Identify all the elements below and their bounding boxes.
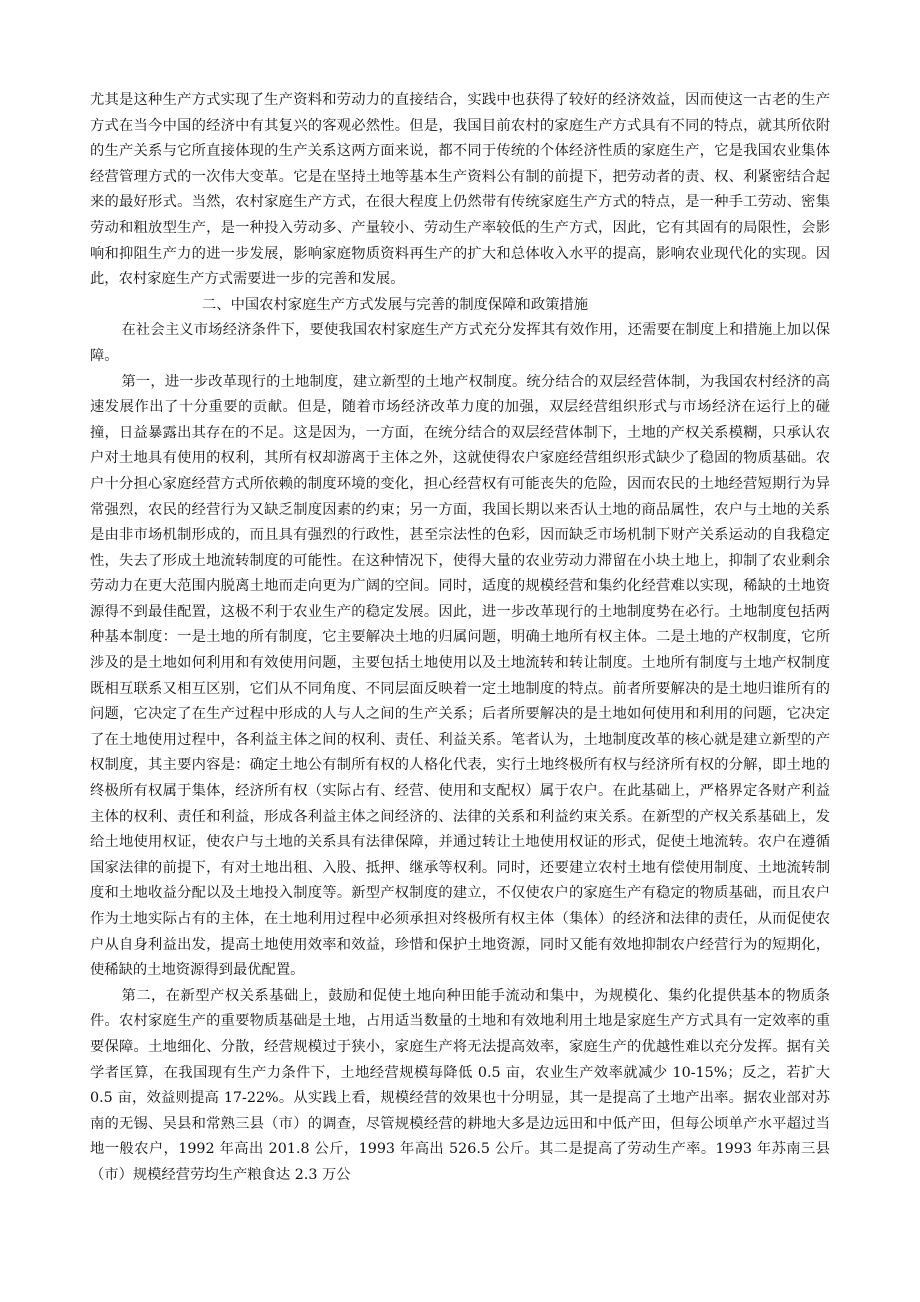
paragraph-section-intro: 在社会主义市场经济条件下，要使我国农村家庭生产方式充分发挥其有效作用，还需要在制度上和措施上加以保障。 — [90, 322, 830, 364]
paragraph-second-measure: 第二，在新型产权关系基础上，鼓励和促使土地向种田能手流动和集中，为规模化、集约化提供基本的物质条件。农村家庭生产的重要物质基础是土地，占用适当数量的土地和有效地利用土地是家庭生产方式具有一定效率的重要保障。土地细化、分散，经营规模过于狭小，家庭生产将无法提高效率，家庭生产的优越性难以充分发挥。据有关学者匡算，在我国现有生产力条件下，土地经营规模每降低 0.5 亩，农业生产效率就减少 10-15%；反之，若扩大 0.5 亩，效益则提高 17-22%。从实践上看，规模经营的效果也十分明显，其一是提高了土地产出率。据农业部对苏南的无锡、吴县和常熟三县（市）的调查，尽管规模经营的耕地大多是边远田和中低产田，但每公顷单产水平超过当地一般农户，1992 年高出 201.8 公斤，1993 年高出 526.5 公斤。其二是提高了劳动生产率。1993 年苏南三县（市）规模经营劳均生产粮食达 2.3 万公 — [90, 987, 830, 1183]
section-heading: 二、中国农村家庭生产方式发展与完善的制度保障和政策措施 — [202, 296, 589, 313]
paragraph-intro: 尤其是这种生产方式实现了生产资料和劳动力的直接结合，实践中也获得了较好的经济效益，因而使这一古老的生产方式在当今中国的经济中有其复兴的客观必然性。但是，我国目前农村的家庭生产方式具有不同的特点，就其所依附的生产关系与它所直接体现的生产关系这两方面来说，都不同于传统的个体经济性质的家庭生产，它是我国农业集体经营管理方式的一次伟大变革。它是在坚持土地等基本生产资料公有制的前提下，把劳动者的责、权、利紧密结合起来的最好形式。当然，农村家庭生产方式，在很大程度上仍然带有传统家庭生产方式的特点，是一种手工劳动、密集劳动和粗放型生产，是一种投入劳动多、产量较小、劳动生产率较低的生产方式，因此，它有其固有的局限性，会影响和抑阻生产力的进一步发展，影响家庭物质资料再生产的扩大和总体收入水平的提高，影响农业现代化的实现。因此，农村家庭生产方式需要进一步的完善和发展。 — [90, 92, 830, 288]
document-page — [90, 88, 830, 1189]
paragraph-first-measure: 第一，进一步改革现行的土地制度，建立新型的土地产权制度。统分结合的双层经营体制，为我国农村经济的高速发展作出了十分重要的贡献。但是，随着市场经济改革力度的加强，双层经营组织形式与市场经济在运行上的碰撞，日益暴露出其存在的不足。这是因为，一方面，在统分结合的双层经营体制下，土地的产权关系模糊，只承认农户对土地具有使用的权利，其所有权却游离于主体之外，这就使得农户家庭经营组织形式缺少了稳固的物质基础。农户十分担心家庭经营方式所依赖的制度环境的变化，担心经营权有可能丧失的危险，因而农民的土地经营短期行为异常强烈，农民的经营行为又缺乏制度因素的约束；另一方面，我国长期以来否认土地的商品属性，农户与土地的关系是由非市场机制形成的，而且具有强烈的行政性，甚至宗法性的色彩，因而缺乏市场机制下财产关系运动的自我稳定性，失去了形成土地流转制度的可能性。在这种情况下，使得大量的农业劳动力滞留在小块土地上，抑制了农业剩余劳动力在更大范围内脱离土地而走向更为广阔的空间。同时，适度的规模经营和集约化经营难以实现，稀缺的土地资源得不到最佳配置，这极不利于农业生产的稳定发展。因此，进一步改革现行的土地制度势在必行。土地制度包括两种基本制度：一是土地的所有制度，它主要解决土地的归属问题，明确土地所有权主体。二是土地的产权制度，它所涉及的是土地如何利用和有效使用问题，主要包括土地使用以及土地流转和转让制度。土地所有制度与土地产权制度既相互联系又相互区别，它们从不同角度、不同层面反映着一定土地制度的特点。前者所要解决的是土地归谁所有的问题，它决定了在生产过程中形成的人与人之间的生产关系；后者所要解决的是土地如何使用和利用的问题，它决定了在土地使用过程中，各利益主体之间的权利、责任、利益关系。笔者认为，土地制度改革的核心就是建立新型的产权制度，其主要内容是：确定土地公有制所有权的人格化代表，实行土地终极所有权与经济所有权的分解，即土地的终极所有权属于集体，经济所有权（实际占有、经营、使用和支配权）属于农户。在此基础上，严格界定各财产利益主体的权利、责任和利益，形成各利益主体之间经济的、法律的关系和利益约束关系。在新型的产权关系基础上，发给土地使用权证，使农户与土地的关系具有法律保障，并通过转让土地使用权证的形式，促使土地流转。农户在遵循国家法律的前提下，有对土地出租、入股、抵押、继承等权利。同时，还要建立农村土地有偿使用制度、土地流转制度和土地收益分配以及土地投入制度等。新型产权制度的建立，不仅使农户的家庭生产有稳定的物质基础，而且农户作为土地实际占有的主体，在土地利用过程中必须承担对终极所有权主体（集体）的经济和法律的责任，从而促使农户从自身利益出发，提高土地使用效率和效益，珍惜和保护土地资源，同时又能有效地抑制农户经营行为的短期化，使稀缺的土地资源得到最优配置。 — [90, 373, 830, 979]
